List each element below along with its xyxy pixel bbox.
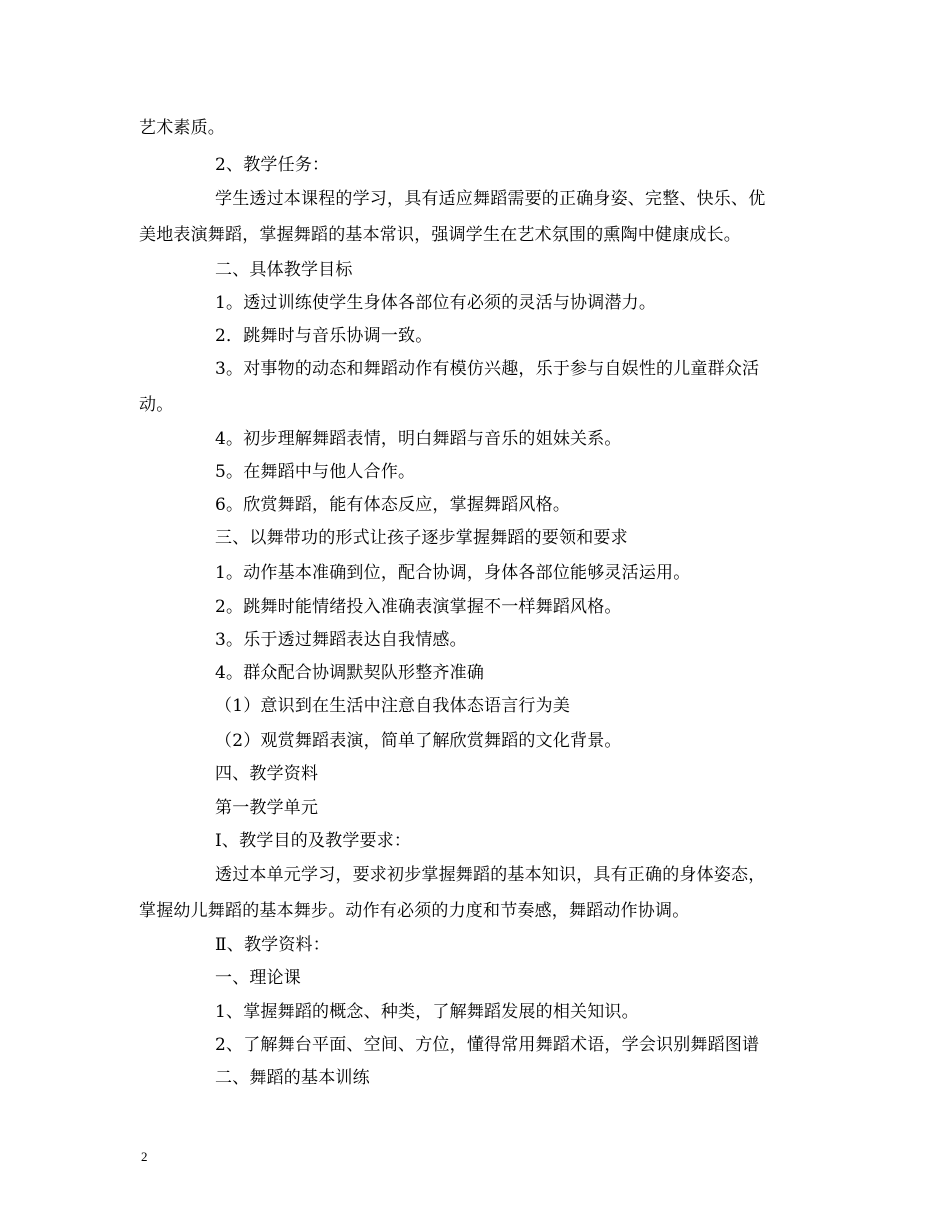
text-line: 动。 <box>139 395 174 415</box>
text-line: 1。透过训练使学生身体各部位有必须的灵活与协调潜力。 <box>215 293 657 313</box>
text-line: 4。初步理解舞蹈表情，明白舞蹈与音乐的姐妹关系。 <box>215 429 622 449</box>
text-line: 2、教学任务： <box>215 155 330 175</box>
text-line: 美地表演舞蹈，掌握舞蹈的基本常识，强调学生在艺术氛围的熏陶中健康成长。 <box>139 225 741 245</box>
section-heading: 三、以舞带功的形式让孩子逐步掌握舞蹈的要领和要求 <box>215 528 628 548</box>
text-line: 学生透过本课程的学习，具有适应舞蹈需要的正确身姿、完整、快乐、优 <box>215 189 766 209</box>
text-line: 2。跳舞时能情绪投入准确表演掌握不一样舞蹈风格。 <box>215 597 622 617</box>
section-heading: 第一教学单元 <box>215 798 319 818</box>
text-line: 艺术素质。 <box>139 118 225 138</box>
text-line: 掌握幼儿舞蹈的基本舞步。动作有必须的力度和节奏感，舞蹈动作协调。 <box>139 901 690 921</box>
text-line: 2．跳舞时与音乐协调一致。 <box>215 326 433 346</box>
text-line: 3。乐于透过舞蹈表达自我情感。 <box>215 630 467 650</box>
text-line: （2）观赏舞蹈表演，简单了解欣赏舞蹈的文化背景。 <box>215 731 622 751</box>
text-line: 2、了解舞台平面、空间、方位，懂得常用舞蹈术语，学会识别舞蹈图谱 <box>215 1035 760 1055</box>
page-number: 2 <box>141 1149 148 1164</box>
text-line: 1。动作基本准确到位，配合协调，身体各部位能够灵活运用。 <box>215 563 691 583</box>
section-heading: 二、具体教学目标 <box>215 260 353 280</box>
section-heading: 一、理论课 <box>215 968 301 988</box>
text-line: 6。欣赏舞蹈，能有体态反应，掌握舞蹈风格。 <box>215 495 571 515</box>
text-line: 5。在舞蹈中与他人合作。 <box>215 462 416 482</box>
text-line: 4。群众配合协调默契队形整齐准确 <box>215 663 485 683</box>
text-line: （1）意识到在生活中注意自我体态语言行为美 <box>215 696 571 716</box>
text-line: 1、掌握舞蹈的概念、种类，了解舞蹈发展的相关知识。 <box>215 1002 639 1022</box>
text-line: 3。对事物的动态和舞蹈动作有模仿兴趣，乐于参与自娱性的儿童群众活 <box>215 359 760 379</box>
section-heading: Ⅰ、教学目的及教学要求： <box>215 831 412 851</box>
section-heading: 四、教学资料 <box>215 764 319 784</box>
text-line: 透过本单元学习，要求初步掌握舞蹈的基本知识，具有正确的身体姿态， <box>215 865 766 885</box>
section-heading: 二、舞蹈的基本训练 <box>215 1068 370 1088</box>
section-heading: Ⅱ、教学资料： <box>215 935 330 955</box>
